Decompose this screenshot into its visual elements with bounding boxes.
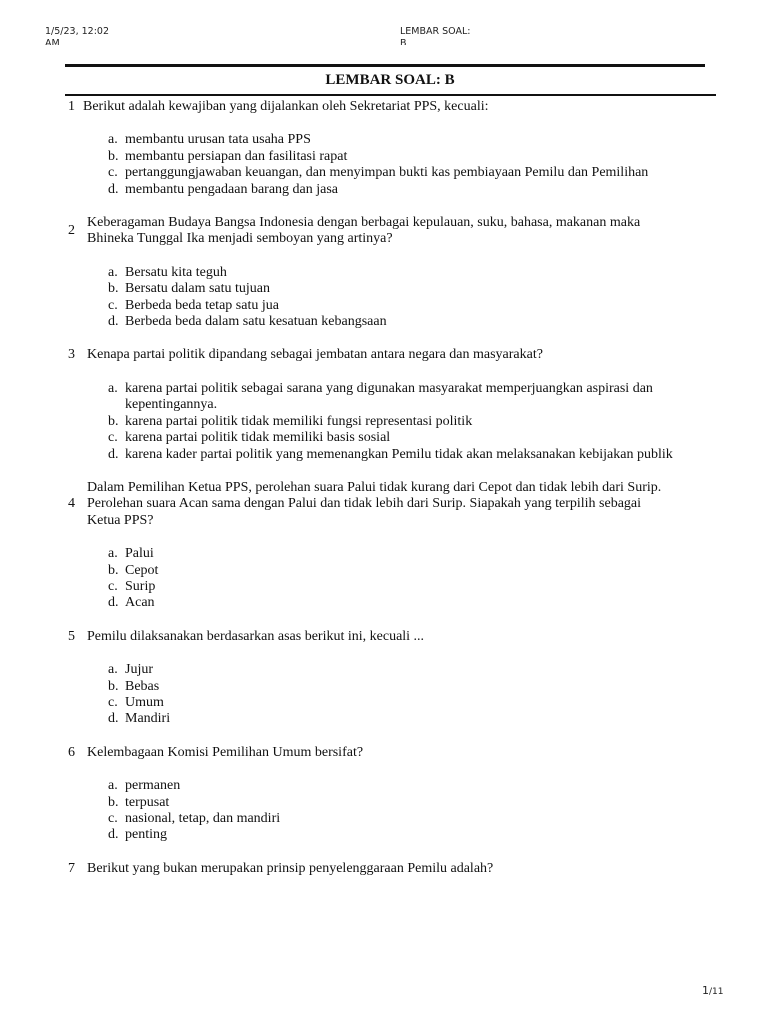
- option-letter: c.: [108, 165, 118, 181]
- option-a: [0, 381, 700, 414]
- option-list: [0, 778, 768, 844]
- option-text: Surip: [125, 578, 156, 594]
- question-7: [0, 861, 768, 877]
- option-letter: a.: [108, 662, 118, 678]
- page-number: [702, 984, 723, 997]
- question-text: Dalam Pemilihan Ketua PPS, perolehan suara Palui tidak kurang dari Cepot dan tidak lebih dari Surip. Perolehan suara Acan sama dengan Palui dan tidak lebih dari Surip. Siapakah yang terpilih sebagai Ketua PPS?: [87, 479, 662, 528]
- option-letter: c.: [108, 811, 118, 826]
- option-a: [0, 265, 700, 281]
- option-c: [0, 165, 700, 181]
- option-b: [0, 414, 700, 430]
- option-c: [0, 298, 700, 314]
- option-text: penting: [125, 827, 167, 843]
- option-letter: d.: [108, 827, 119, 843]
- option-b: [0, 563, 700, 579]
- option-list: [0, 662, 768, 728]
- option-c: [0, 579, 700, 595]
- top-rule: [65, 64, 705, 67]
- option-text: karena partai politik sebagai sarana yang digunakan masyarakat memperjuangkan aspirasi dan kepentingannya.: [125, 380, 653, 413]
- page-current: 1: [702, 984, 709, 997]
- question-row: [0, 480, 768, 529]
- option-text: Bersatu kita teguh: [125, 264, 227, 280]
- question-text: Kelembagaan Komisi Pemilihan Umum bersifat?: [87, 744, 364, 760]
- print-datetime-cont: AM: [45, 38, 60, 45]
- option-a: [0, 662, 700, 678]
- question-row: [0, 745, 768, 761]
- option-letter: a.: [108, 778, 118, 794]
- print-title-cont: B: [400, 38, 407, 45]
- option-b: [0, 149, 700, 165]
- option-letter: b.: [108, 413, 119, 429]
- option-letter: d.: [108, 446, 119, 462]
- question-row: [0, 629, 768, 645]
- option-a: [0, 132, 700, 148]
- question-4: [0, 480, 768, 612]
- option-letter: b.: [108, 794, 119, 810]
- option-letter: d.: [108, 181, 119, 197]
- question-text: Berikut yang bukan merupakan prinsip penyelenggaraan Pemilu adalah?: [87, 860, 494, 876]
- option-d: [0, 595, 700, 611]
- title-rule: [65, 94, 716, 96]
- option-text: membantu urusan tata usaha PPS: [125, 132, 311, 148]
- question-3: [0, 347, 768, 462]
- option-letter: c.: [108, 297, 118, 313]
- question-text: Keberagaman Budaya Bangsa Indonesia dengan berbagai kepulauan, suku, bahasa, makanan maka Bhineka Tunggal Ika menjadi semboyan yang artinya?: [87, 215, 641, 247]
- print-datetime-text: 1/5/23, 12:02: [45, 26, 109, 37]
- option-letter: a.: [108, 132, 118, 148]
- question-row: [0, 347, 768, 363]
- option-letter: a.: [108, 380, 118, 396]
- question-number: 6: [68, 744, 75, 760]
- option-text: membantu pengadaan barang dan jasa: [125, 181, 339, 197]
- question-text: Pemilu dilaksanakan berdasarkan asas berikut ini, kecuali ...: [87, 628, 425, 644]
- question-2: [0, 215, 768, 330]
- option-b: [0, 679, 700, 695]
- option-text: terpusat: [125, 794, 170, 810]
- option-text: Mandiri: [125, 711, 171, 727]
- question-5: [0, 629, 768, 728]
- option-letter: c.: [108, 694, 118, 710]
- option-d: [0, 182, 700, 198]
- print-header: [0, 26, 768, 46]
- option-a: [0, 778, 700, 794]
- option-a: [0, 546, 700, 562]
- option-text: nasional, tetap, dan mandiri: [125, 811, 281, 826]
- option-text: Umum: [125, 694, 164, 710]
- option-d: [0, 827, 700, 843]
- option-list: [0, 381, 768, 463]
- question-list: [0, 99, 768, 894]
- option-letter: a.: [108, 264, 118, 280]
- question-number: 1: [68, 99, 75, 114]
- option-letter: c.: [108, 578, 118, 594]
- option-letter: b.: [108, 281, 119, 297]
- option-text: Berbeda beda dalam satu kesatuan kebangsaan: [125, 314, 387, 330]
- option-text: Bebas: [125, 678, 160, 694]
- option-text: Bersatu dalam satu tujuan: [125, 281, 271, 297]
- question-row: [0, 215, 768, 248]
- print-title-text: LEMBAR SOAL:: [400, 26, 471, 37]
- option-text: Palui: [125, 546, 154, 562]
- option-c: [0, 695, 700, 711]
- question-row: [0, 99, 768, 115]
- option-text: Jujur: [125, 662, 153, 678]
- question-number: 4: [68, 496, 75, 512]
- option-text: karena partai politik tidak memiliki basis sosial: [125, 430, 391, 446]
- question-row: [0, 861, 768, 877]
- option-text: karena partai politik tidak memiliki fungsi representasi politik: [125, 413, 473, 429]
- question-text: Kenapa partai politik dipandang sebagai jembatan antara negara dan masyarakat?: [87, 347, 543, 363]
- option-text: Acan: [125, 595, 155, 611]
- option-b: [0, 795, 700, 811]
- option-letter: d.: [108, 314, 119, 330]
- question-1: [0, 99, 768, 198]
- option-list: [0, 132, 768, 198]
- option-letter: a.: [108, 546, 118, 562]
- option-letter: d.: [108, 711, 119, 727]
- option-text: Cepot: [125, 562, 159, 578]
- option-list: [0, 546, 768, 612]
- option-list: [0, 265, 768, 331]
- page-total: /11: [709, 987, 724, 997]
- option-text: membantu persiapan dan fasilitasi rapat: [125, 148, 348, 164]
- question-number: 2: [68, 223, 75, 239]
- question-number: 3: [68, 347, 75, 363]
- option-c: [0, 430, 700, 446]
- option-letter: b.: [108, 148, 119, 164]
- print-title: [400, 26, 470, 45]
- option-d: [0, 314, 700, 330]
- option-letter: c.: [108, 430, 118, 446]
- question-number: 5: [68, 628, 75, 644]
- option-d: [0, 711, 700, 727]
- option-letter: d.: [108, 595, 119, 611]
- option-text: Berbeda beda tetap satu jua: [125, 297, 279, 313]
- option-c: [0, 811, 700, 827]
- option-text: permanen: [125, 778, 181, 794]
- question-number: 7: [68, 860, 75, 876]
- document-title: LEMBAR SOAL: B: [325, 72, 455, 88]
- option-d: [0, 447, 700, 463]
- option-text: pertanggungjawaban keuangan, dan menyimpan bukti kas pembiayaan Pemilu dan Pemilihan: [125, 165, 649, 181]
- option-letter: b.: [108, 678, 119, 694]
- option-letter: b.: [108, 562, 119, 578]
- print-datetime: [45, 26, 109, 45]
- question-text: Berikut adalah kewajiban yang dijalankan oleh Sekretariat PPS, kecuali:: [83, 99, 489, 114]
- option-text: karena kader partai politik yang memenangkan Pemilu tidak akan melaksanakan kebijakan publik: [125, 446, 673, 462]
- option-b: [0, 281, 700, 297]
- question-6: [0, 745, 768, 844]
